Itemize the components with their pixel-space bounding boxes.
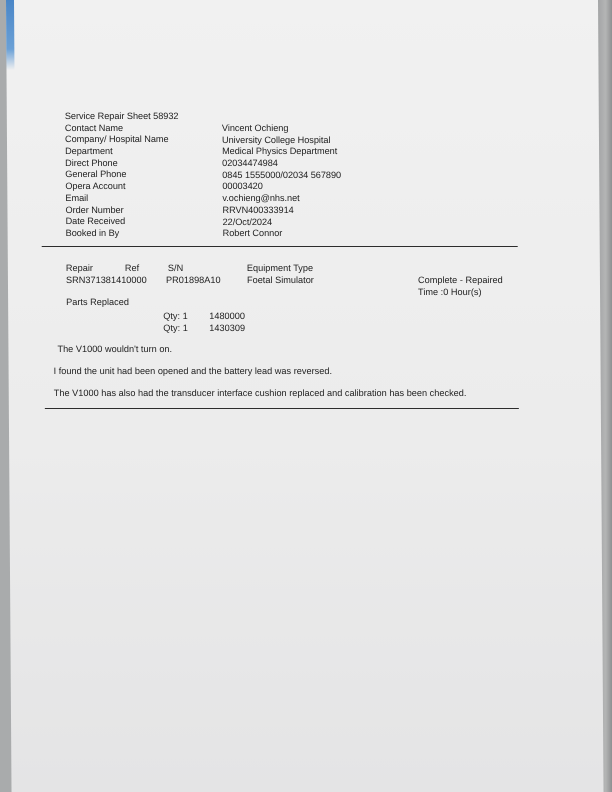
value-date-received: 22/Oct/2024 <box>222 216 273 227</box>
label-opera-account: Opera Account <box>65 181 126 192</box>
value-equipment: Foetal Simulator <box>246 275 314 285</box>
part-code: 1430309 <box>209 322 246 333</box>
value-department: Medical Physics Department <box>222 146 338 157</box>
note-1: The V1000 wouldn't turn on. <box>57 344 173 354</box>
label-email: Email <box>65 192 89 203</box>
value-opera-account: 00003420 <box>222 181 263 192</box>
header-sn: S/N <box>167 263 184 273</box>
value-booked-in-by: Robert Connor <box>222 228 283 239</box>
label-date-received: Date Received <box>65 216 126 227</box>
document-page <box>6 0 604 792</box>
field-values <box>222 123 342 240</box>
label-company: Company/ Hospital Name <box>64 134 169 145</box>
part-code: 1480000 <box>209 311 246 321</box>
note-2: I found the unit had been opened and the battery lead was reversed. <box>53 366 333 376</box>
part-qty: Qty: 1 <box>163 311 188 321</box>
label-general-phone: General Phone <box>65 169 127 180</box>
value-company: University College Hospital <box>221 134 331 145</box>
blue-edge-mark <box>6 0 14 70</box>
parts-title: Parts Replaced <box>66 297 129 307</box>
label-contact-name: Contact Name <box>64 122 124 133</box>
value-order-number: RRVN400333914 <box>222 204 294 215</box>
note-3: The V1000 has also had the transducer interface cushion replaced and calibration has been checked. <box>53 388 467 398</box>
parts-list <box>163 311 245 334</box>
list-item <box>163 323 245 335</box>
repair-status <box>418 275 503 298</box>
label-department: Department <box>65 146 113 157</box>
value-general-phone: 0845 1555000/02034 567890 <box>222 169 342 180</box>
status-text: Complete - Repaired <box>417 275 503 285</box>
value-repair: SRN37138 <box>65 275 111 285</box>
value-contact-name: Vincent Ochieng <box>221 123 289 133</box>
header-repair: Repair <box>65 263 93 273</box>
label-booked-in-by: Booked in By <box>65 227 120 238</box>
label-order-number: Order Number <box>65 204 124 215</box>
header-equipment: Equipment Type <box>246 263 314 273</box>
header-ref: Ref <box>124 263 140 273</box>
divider-top <box>42 246 518 247</box>
value-ref: 1410000 <box>110 275 147 285</box>
time-text: Time :0 Hour(s) <box>418 286 482 297</box>
label-direct-phone: Direct Phone <box>65 157 118 168</box>
field-labels <box>65 111 180 240</box>
value-sn: PR01898A10 <box>165 275 221 285</box>
value-direct-phone: 02034474984 <box>222 158 278 169</box>
sheet-title: Service Repair Sheet 58932 <box>64 111 179 121</box>
divider-bottom <box>45 408 519 409</box>
value-email: v.ochieng@nhs.net <box>222 193 300 204</box>
part-qty: Qty: 1 <box>163 322 188 333</box>
list-item <box>163 311 245 323</box>
